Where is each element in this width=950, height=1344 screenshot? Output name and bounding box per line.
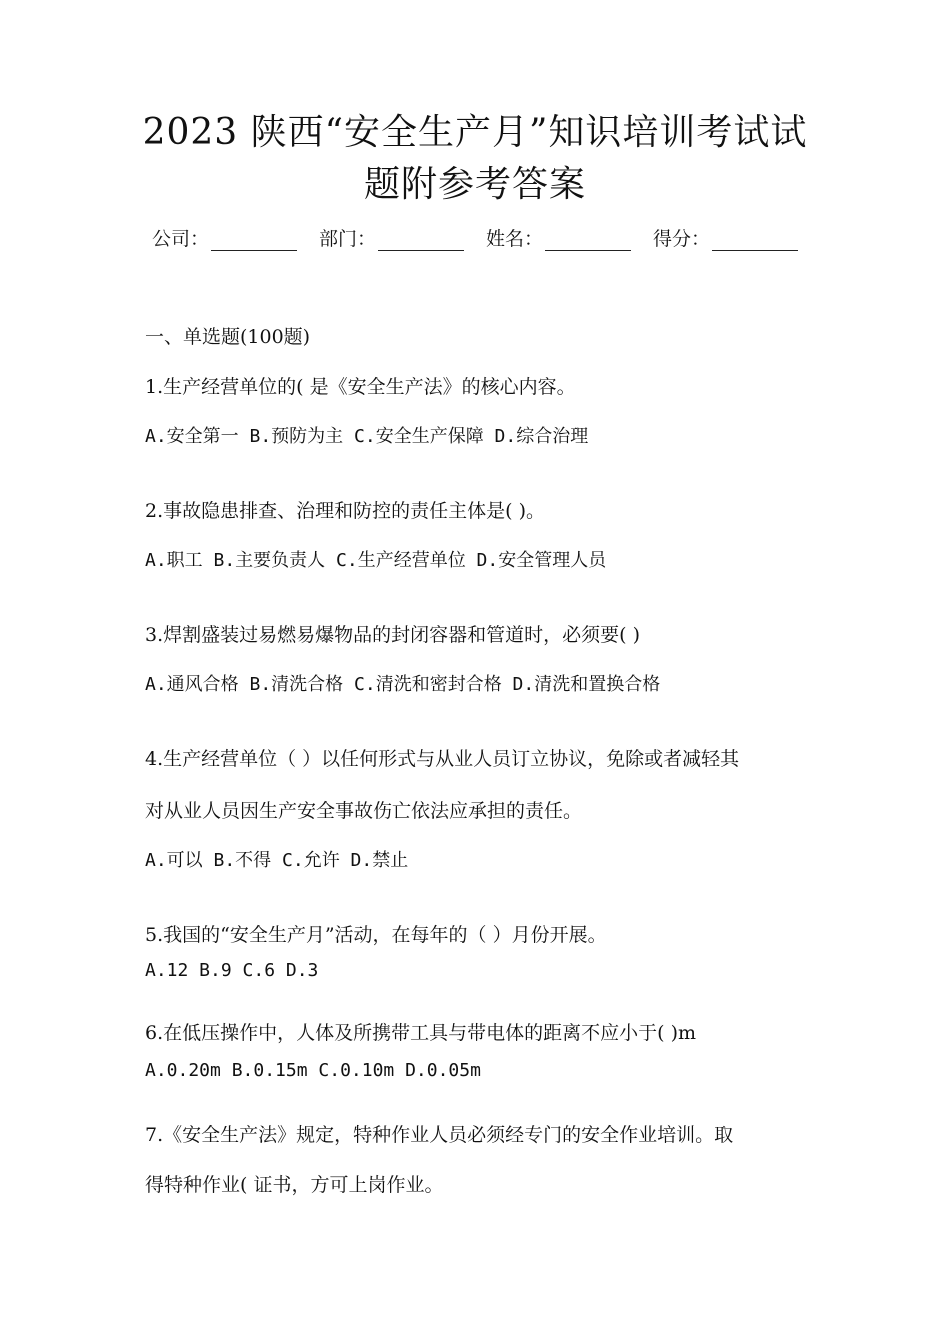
question-4-options: A.可以 B.不得 C.允许 D.禁止 (145, 850, 409, 871)
score-label: 得分： (653, 228, 711, 250)
info-fields (152, 224, 812, 251)
company-blank[interactable] (211, 232, 297, 251)
question-7-stem-line-2: 得特种作业( 证书，方可上岗作业。 (145, 1174, 444, 1196)
company-label: 公司： (152, 228, 210, 250)
question-6-stem: 6.在低压操作中，人体及所携带工具与带电体的距离不应小于( )m (145, 1022, 697, 1044)
doc-title-line-1: 2023 陕西“安全生产月”知识培训考试试 (142, 112, 808, 153)
score-field[interactable] (653, 224, 798, 251)
doc-title-line-2: 题附参考答案 (363, 164, 586, 205)
dept-label: 部门： (319, 228, 377, 250)
name-blank[interactable] (545, 232, 631, 251)
company-field[interactable] (152, 224, 297, 251)
question-2-stem: 2.事故隐患排查、治理和防控的责任主体是( )。 (145, 500, 545, 522)
dept-field[interactable] (319, 224, 464, 251)
dept-blank[interactable] (378, 232, 464, 251)
question-6-options: A.0.20m B.0.15m C.0.10m D.0.05m (145, 1060, 481, 1081)
question-7-stem-line-1: 7.《安全生产法》规定，特种作业人员必须经专门的安全作业培训。取 (145, 1124, 734, 1146)
name-field[interactable] (486, 224, 631, 251)
section-heading: 一、单选题(100题) (145, 326, 311, 348)
score-blank[interactable] (712, 232, 798, 251)
question-3-options: A.通风合格 B.清洗合格 C.清洗和密封合格 D.清洗和置换合格 (145, 674, 661, 695)
question-2-options: A.职工 B.主要负责人 C.生产经营单位 D.安全管理人员 (145, 550, 607, 571)
question-1-options: A.安全第一 B.预防为主 C.安全生产保障 D.综合治理 (145, 426, 589, 447)
question-4-stem-line-1: 4.生产经营单位（ ）以任何形式与从业人员订立协议，免除或者减轻其 (145, 748, 740, 770)
name-label: 姓名： (486, 228, 544, 250)
question-4-stem-line-2: 对从业人员因生产安全事故伤亡依法应承担的责任。 (145, 800, 583, 822)
question-5-options: A.12 B.9 C.6 D.3 (145, 960, 319, 981)
question-3-stem: 3.焊割盛装过易燃易爆物品的封闭容器和管道时，必须要( ) (145, 624, 640, 646)
question-5-stem: 5.我国的“安全生产月”活动，在每年的（ ）月份开展。 (145, 924, 607, 946)
question-1-stem: 1.生产经营单位的( 是《安全生产法》的核心内容。 (145, 376, 576, 398)
